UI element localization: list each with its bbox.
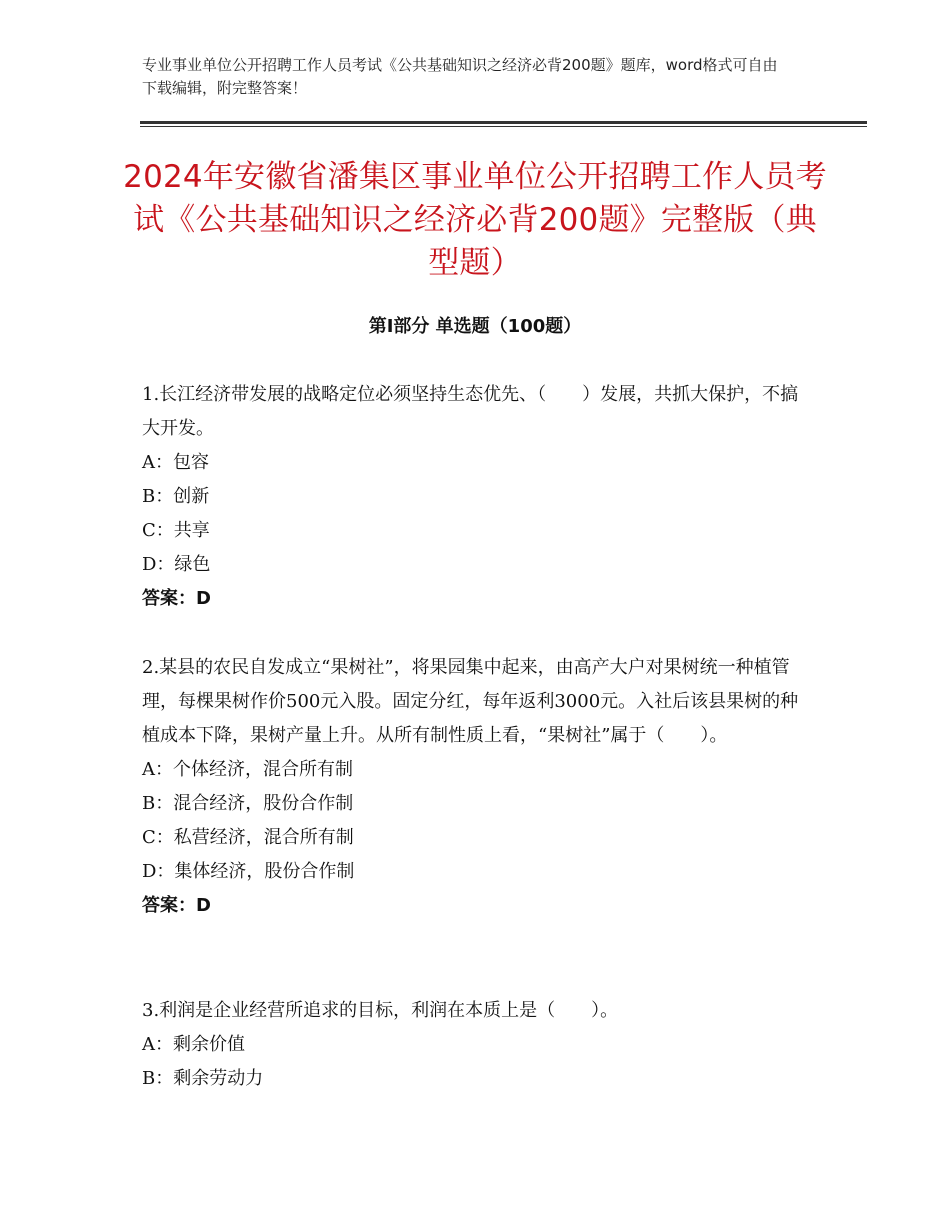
option-d: D：集体经济，股份合作制 [142, 861, 355, 882]
document-title: 2024年安徽省潘集区事业单位公开招聘工作人员考试《公共基础知识之经济必背200题》完整版（典型题） [123, 159, 827, 281]
section-heading: 第Ⅰ部分 单选题（100题） [368, 316, 582, 337]
option-c: C：私营经济，混合所有制 [142, 827, 354, 848]
header-divider-thick [140, 121, 867, 124]
option-c: C：共享 [142, 520, 210, 541]
question-3 [142, 994, 802, 1096]
answer: 答案：D [142, 588, 211, 609]
option-a: A：剩余价值 [142, 1034, 245, 1055]
question-text: 3.利润是企业经营所追求的目标，利润在本质上是（ ）。 [142, 1000, 619, 1021]
question-text: 2.某县的农民自发成立“果树社”，将果园集中起来，由高产大户对果树统一种植管理，每棵果树作价500元入股。固定分红，每年返利3000元。入社后该县果树的种植成本下降，果树产量上升。从所有制性质上看，“果树社”属于（ ）。 [142, 657, 799, 746]
option-d: D：绿色 [142, 554, 211, 575]
option-b: B：创新 [142, 486, 210, 507]
answer: 答案：D [142, 895, 211, 916]
question-2 [142, 651, 802, 923]
option-b: B：混合经济，股份合作制 [142, 793, 354, 814]
header-note: 专业事业单位公开招聘工作人员考试《公共基础知识之经济必背200题》题库，word格式可自由下载编辑，附完整答案！ [142, 56, 778, 97]
option-b: B：剩余劳动力 [142, 1068, 264, 1089]
question-1 [142, 378, 802, 616]
option-a: A：个体经济，混合所有制 [142, 759, 353, 780]
header-divider-thin [140, 126, 867, 127]
option-a: A：包容 [142, 452, 209, 473]
question-text: 1.长江经济带发展的战略定位必须坚持生态优先、（ ）发展，共抓大保护，不搞大开发。 [142, 384, 799, 439]
